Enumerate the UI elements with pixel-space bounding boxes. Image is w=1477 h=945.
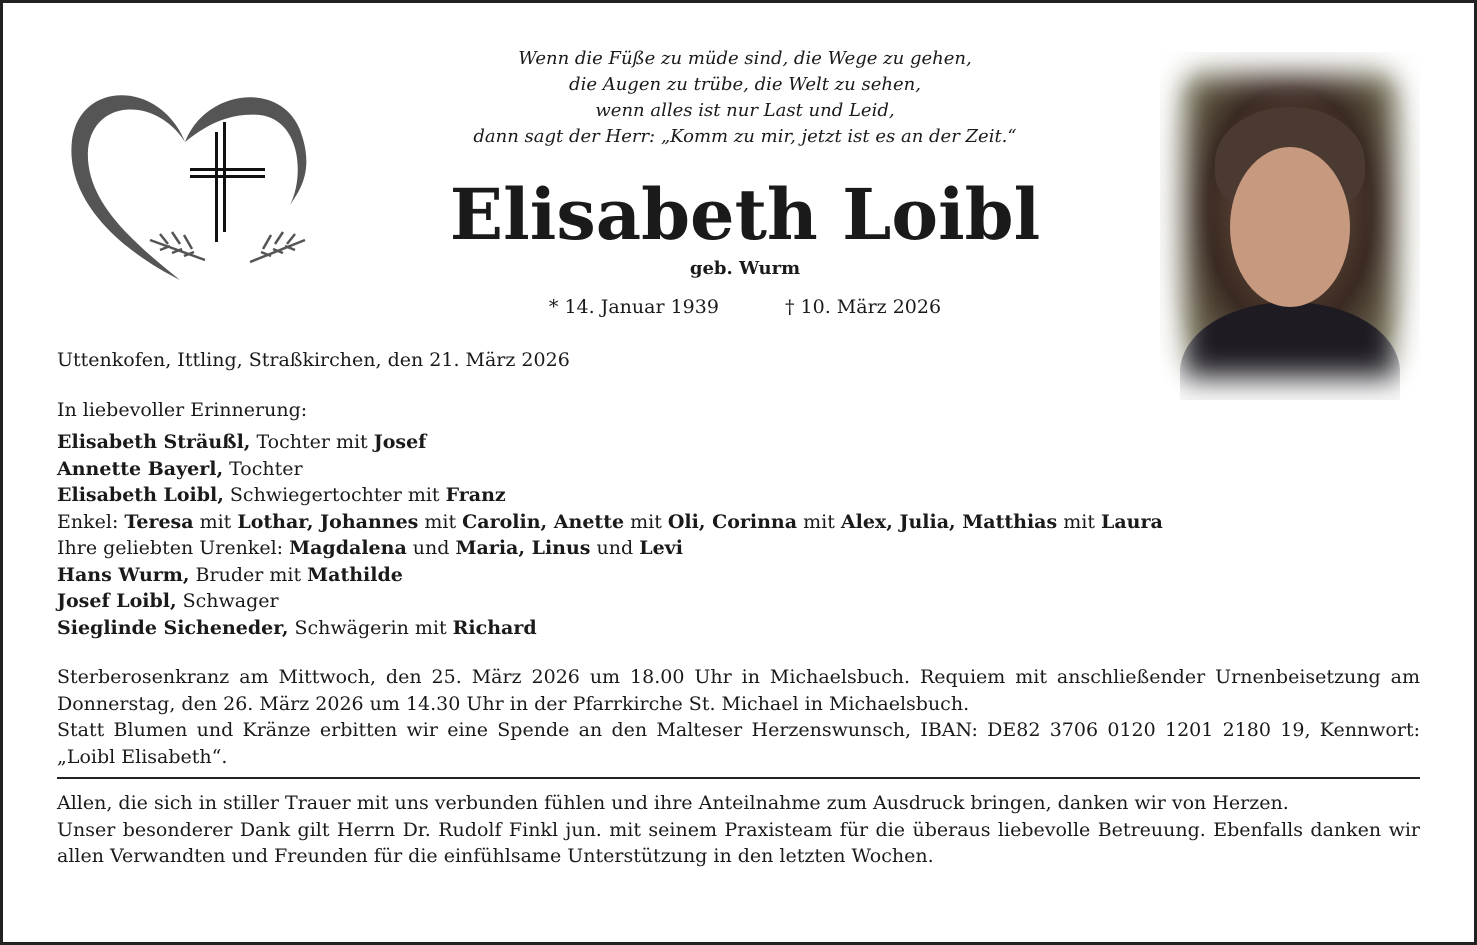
family-relation: Tochter mit <box>250 431 374 453</box>
family-relation: und <box>590 537 640 559</box>
family-name: Richard <box>452 616 537 639</box>
heart-cross-icon <box>60 80 345 295</box>
family-line <box>57 615 1420 642</box>
donation-details: Statt Blumen und Kränze erbitten wir eine Spende an den Malteser Herzenswunsch, IBAN: DE82 3706 0120 1201 2180 19, Kennwort: „Loibl Elisabeth“. <box>57 719 1420 768</box>
family-name: Carolin, Anette <box>462 510 625 533</box>
family-relation: Schwägerin mit <box>288 616 453 639</box>
family-relation: Enkel: <box>57 510 125 533</box>
verse-line: wenn alles ist nur Last und Leid, <box>595 100 895 121</box>
family-relation: Schwager <box>176 590 279 612</box>
family-name: Annette Bayerl, <box>57 457 224 480</box>
family-name: Hans Wurm, <box>57 563 190 586</box>
family-line <box>57 482 1420 509</box>
family-relation: Schwiegertochter mit <box>223 484 446 506</box>
family-name: Levi <box>639 537 683 559</box>
thanks <box>57 790 1420 870</box>
family-relation: Tochter <box>223 457 303 480</box>
family-name: Maria, Linus <box>455 537 591 559</box>
family-name: Lothar, Johannes <box>237 510 419 533</box>
family-name: Josef Loibl, <box>57 590 177 612</box>
family-name: Magdalena <box>289 537 407 559</box>
death-date: † 10. März 2026 <box>785 296 942 318</box>
family-line <box>57 562 1420 589</box>
family-relation: mit <box>797 510 841 533</box>
family-line <box>57 456 1420 483</box>
family-name: Franz <box>445 484 506 506</box>
family-name: Alex, Julia, Matthias <box>840 510 1058 533</box>
thanks-special: Unser besonderer Dank gilt Herrn Dr. Rudolf Finkl jun. mit seinem Praxisteam für die überaus liebevolle Betreuung. Ebenfalls danken wir allen Verwandten und Freunden für die einfühlsame Unterstützung in den letzten Wochen. <box>57 818 1420 867</box>
family-relation: mit <box>624 510 668 533</box>
family-name: Mathilde <box>307 563 403 586</box>
birth-date: * 14. Januar 1939 <box>548 296 719 318</box>
verse-line: Wenn die Füße zu müde sind, die Wege zu gehen, <box>518 48 972 69</box>
family-name: Teresa <box>124 510 194 533</box>
service-info <box>57 664 1420 770</box>
family-relation: Bruder mit <box>189 563 308 586</box>
deceased-name: Elisabeth Loibl <box>449 173 1041 256</box>
family-line <box>57 509 1420 536</box>
maiden-name: geb. Wurm <box>689 258 801 279</box>
family-relation: mit <box>1057 510 1102 533</box>
family-line <box>57 429 1420 456</box>
family-relation: mit <box>193 510 238 533</box>
family-name: Elisabeth Loibl, <box>57 484 224 506</box>
divider <box>57 777 1420 779</box>
verse-line: die Augen zu trübe, die Welt zu sehen, <box>569 74 921 95</box>
life-dates <box>330 296 1160 318</box>
location-date: Uttenkofen, Ittling, Straßkirchen, den 21. März 2026 <box>57 349 570 371</box>
family-line <box>57 535 1420 562</box>
family-name: Elisabeth Sträußl, <box>57 431 251 453</box>
family-relation: und <box>406 537 456 559</box>
family-name: Laura <box>1101 510 1163 533</box>
verse <box>330 46 1160 150</box>
family-line <box>57 588 1420 615</box>
family-relation: mit <box>418 510 463 533</box>
family-name: Josef <box>373 431 427 453</box>
thanks-general: Allen, die sich in stiller Trauer mit uns verbunden fühlen und ihre Anteilnahme zum Ausdruck bringen, danken wir von Herzen. <box>57 792 1289 814</box>
family-name: Sieglinde Sicheneder, <box>57 616 289 639</box>
family-list <box>57 429 1420 641</box>
service-details: Sterberosenkranz am Mittwoch, den 25. März 2026 um 18.00 Uhr in Michaelsbuch. Requiem mit anschließender Urnenbeisetzung am Donnerstag, den 26. März 2026 um 14.30 Uhr in der Pfarrkirche St. Michael in Michaelsbuch. <box>57 666 1420 715</box>
remembrance-intro: In liebevoller Erinnerung: <box>57 399 308 421</box>
family-relation: Ihre geliebten Urenkel: <box>57 537 290 559</box>
family-name: Oli, Corinna <box>667 510 798 533</box>
verse-line: dann sagt der Herr: „Komm zu mir, jetzt ist es an der Zeit.“ <box>473 126 1017 147</box>
